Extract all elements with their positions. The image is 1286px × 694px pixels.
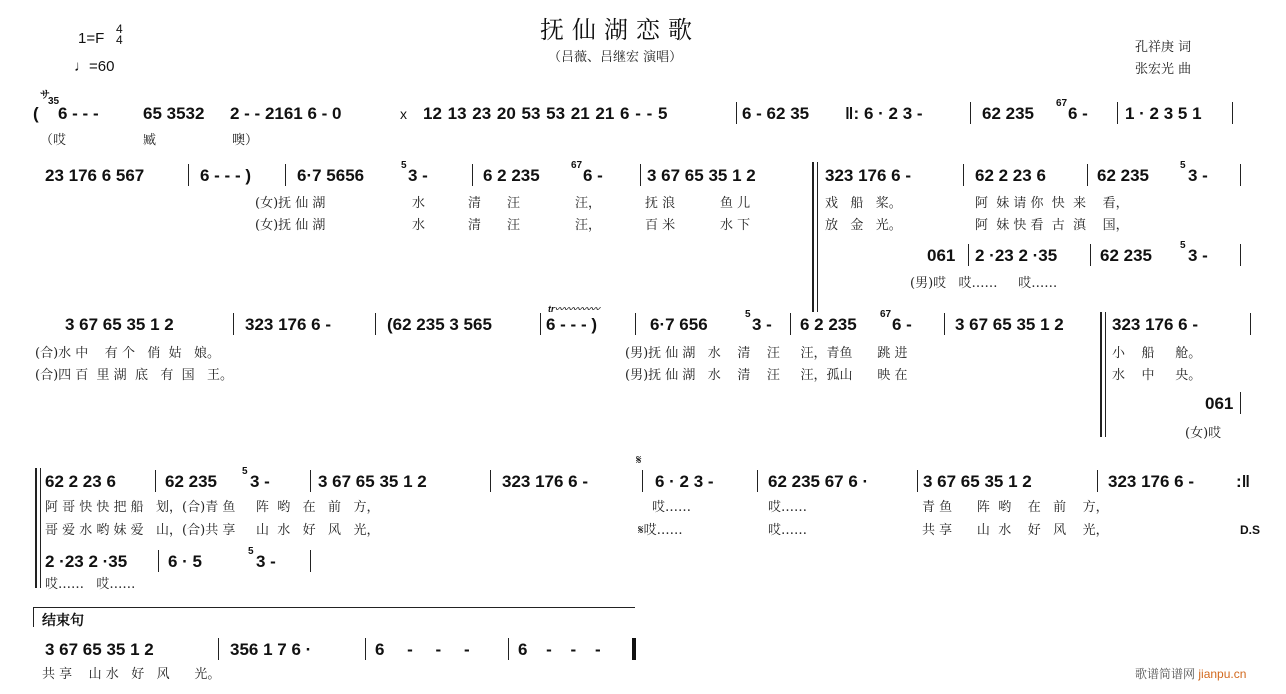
notes: 2 ·23 2 ·35: [45, 552, 128, 571]
lyric: (男)哎 哎…… 哎……: [910, 276, 1058, 291]
barline: [1240, 164, 1241, 186]
notes: 061: [927, 246, 956, 265]
barline: [790, 313, 791, 335]
notes: 6·7 5656: [297, 166, 365, 185]
notes: 323 176 6 -: [825, 166, 912, 185]
lyric: 噢）: [232, 133, 259, 148]
free-meter-mark: サ: [40, 90, 50, 101]
barline: [472, 164, 473, 186]
notes: 3 -: [256, 552, 276, 571]
barline: [310, 550, 311, 572]
grace-note: 5: [248, 546, 254, 557]
quarter-note-icon: ♩: [74, 58, 89, 75]
lyric: 汪: [507, 218, 521, 233]
notes: 6 -: [892, 315, 912, 334]
notes: 6 - 62 35: [742, 104, 810, 123]
notes: 3 67 65 35 1 2: [318, 472, 427, 491]
notes: 12 13 23 20 53 53 21 21 6 - - 5: [423, 104, 668, 123]
grace-note: 5: [401, 160, 407, 171]
repeat-start: ‖:: [845, 104, 860, 123]
barline: [233, 313, 234, 335]
lyricist: 孔祥庚 词: [1135, 40, 1192, 55]
notes: 3 67 65 35 1 2: [65, 315, 174, 334]
notes: 62 235 67 6 ·: [768, 472, 869, 491]
trill-mark: [548, 302, 600, 315]
segno-icon: 𝄋: [636, 452, 642, 467]
notes: (62 235 3 565: [387, 315, 492, 334]
dal-segno-mark: D.S: [1240, 523, 1261, 537]
lyric: (女)抚 仙 湖: [255, 196, 326, 211]
barline: [158, 550, 159, 572]
lyric: 水: [412, 196, 426, 211]
barline: [285, 164, 286, 186]
lyric: 共 享 山 水 好 风 光。: [42, 667, 221, 682]
lyric: 哥 爱 水 哟 妹 爱 山，(合)共 享 山 水 好 风 光，: [45, 523, 380, 538]
barline: [736, 102, 737, 124]
notes: 3 -: [1188, 166, 1208, 185]
bracket: [812, 162, 818, 312]
notes: 323 176 6 -: [245, 315, 332, 334]
notes: 6·7 656: [650, 315, 708, 334]
lyric: (女)抚 仙 湖: [255, 218, 326, 233]
watermark: [1135, 665, 1246, 682]
grace-note: 67: [880, 309, 892, 320]
barline: [1250, 313, 1251, 335]
notes: 356 1 7 6 ·: [230, 640, 312, 659]
barline: [1117, 102, 1118, 124]
grace-note: 35: [48, 96, 60, 107]
lyric: (男)抚 仙 湖 水 清 汪 汪，青鱼 跳 进: [625, 346, 908, 361]
notes: 323 176 6 -: [502, 472, 589, 491]
key-signature: 1=F: [78, 30, 105, 47]
notes: 23 176 6 567: [45, 166, 145, 185]
watermark-en: jianpu.cn: [1198, 667, 1247, 681]
lyric: 小 船 舱。: [1112, 346, 1202, 361]
lyric: （哎: [40, 133, 67, 148]
notes: 6 -: [583, 166, 603, 185]
grace-note: 5: [242, 466, 248, 477]
notes: 3 -: [1188, 246, 1208, 265]
time-num: 4: [116, 22, 123, 36]
barline: [1087, 164, 1088, 186]
ending-bracket: [33, 607, 34, 627]
lyric: 放 金 光。: [825, 218, 902, 233]
lyric: 阿 妹 请 你 快 来 看，: [975, 196, 1129, 211]
tempo-value: =60: [89, 58, 115, 75]
bracket: [35, 468, 41, 588]
notes: 061: [1205, 394, 1234, 413]
lyric: 阿 妹 快 看 古 滇 国，: [975, 218, 1129, 233]
barline: [640, 164, 641, 186]
lyric: 阿 哥 快 快 把 船 划，(合)青 鱼 阵 哟 在 前 方，: [45, 500, 380, 515]
lyric: (男)抚 仙 湖 水 清 汪 汪，孤山 映 在: [625, 368, 908, 383]
barline: [1232, 102, 1233, 124]
lyric: 汪，: [575, 196, 602, 211]
barline: [944, 313, 945, 335]
lyric: 青 鱼 阵 哟 在 前 方，: [922, 500, 1109, 515]
notes: (: [33, 104, 39, 123]
notes: 62 235: [1097, 166, 1149, 185]
lyric: 百 米: [645, 218, 676, 233]
lyric: (合)水 中 有 个 俏 姑 娘。: [35, 346, 220, 361]
lyric: 戏 船 桨。: [825, 196, 902, 211]
song-title: 抚仙湖恋歌: [540, 16, 700, 44]
notes: 6 2 235: [483, 166, 540, 185]
notes: 6 · 2 3 -: [655, 472, 714, 491]
notes: 3 -: [408, 166, 428, 185]
lyric: 水: [412, 218, 426, 233]
lyric: 哎…… 哎……: [45, 577, 136, 592]
barline: [963, 164, 964, 186]
composer: 张宏光 曲: [1135, 62, 1192, 77]
grace-note: 67: [1056, 98, 1068, 109]
notes: x: [400, 106, 407, 122]
lyric: 鱼 儿: [720, 196, 751, 211]
barline: [917, 470, 918, 492]
barline: [310, 470, 311, 492]
tempo: [74, 58, 114, 75]
notes: 2 ·23 2 ·35: [975, 246, 1058, 265]
barline: [1090, 244, 1091, 266]
barline: [490, 470, 491, 492]
notes: 3 -: [250, 472, 270, 491]
lyric: (女)哎: [1185, 426, 1222, 441]
lyric: 臧: [143, 133, 157, 148]
barline: [635, 313, 636, 335]
barline: [642, 470, 643, 492]
notes: 6 - - -: [518, 640, 601, 659]
notes: 62 2 23 6: [975, 166, 1046, 185]
barline: [757, 470, 758, 492]
notes: 62 235: [165, 472, 217, 491]
ending-label: 结束句: [42, 612, 84, 628]
lyric: 抚 浪: [645, 196, 676, 211]
barline: [508, 638, 509, 660]
notes: 62 235: [982, 104, 1034, 123]
barline: [218, 638, 219, 660]
barline: [540, 313, 541, 335]
barline: [968, 244, 969, 266]
lyric: 哎……: [652, 500, 692, 515]
lyric: 哎……: [768, 500, 808, 515]
notes: 1 · 2 3 5 1: [1125, 104, 1202, 123]
lyric: 清: [468, 196, 482, 211]
trill-wave-icon: 〰〰〰〰〰: [554, 304, 600, 314]
notes: 3 67 65 35 1 2: [647, 166, 756, 185]
barline: [1240, 392, 1241, 414]
notes: 3 67 65 35 1 2: [45, 640, 154, 659]
lyric: 汪，: [575, 218, 602, 233]
barline: [1097, 470, 1098, 492]
notes: 62 235: [1100, 246, 1152, 265]
grace-note: 5: [745, 309, 751, 320]
grace-note: 67: [571, 160, 583, 171]
lyric: 水 下: [720, 218, 751, 233]
notes: 6 2 235: [800, 315, 857, 334]
performers: （吕薇、吕继宏 演唱）: [548, 50, 683, 65]
grace-note: 5: [1180, 240, 1186, 251]
notes: 6 -: [1068, 104, 1088, 123]
barline: [375, 313, 376, 335]
notes: 2 - - 2161 6 - 0: [230, 104, 342, 123]
lyric: 𝄋哎……: [638, 523, 683, 538]
barline: [155, 470, 156, 492]
notes: 62 2 23 6: [45, 472, 116, 491]
lyric: 水 中 央。: [1112, 368, 1202, 383]
notes: 65 3532: [143, 104, 205, 123]
notes: 6 - - -: [58, 104, 99, 123]
lyric: (合)四 百 里 湖 底 有 国 王。: [35, 368, 233, 383]
notes: 3 67 65 35 1 2: [955, 315, 1064, 334]
lyric: 清: [468, 218, 482, 233]
notes: 6 - - - ): [200, 166, 251, 185]
notes: 323 176 6 -: [1108, 472, 1195, 491]
grace-note: 5: [1180, 160, 1186, 171]
final-barline: [632, 638, 636, 660]
notes: 3 67 65 35 1 2: [923, 472, 1032, 491]
repeat-end: :‖: [1236, 472, 1251, 491]
watermark-cn: 歌谱简谱网: [1135, 667, 1196, 681]
trill-label: tr: [548, 304, 555, 314]
barline: [1240, 244, 1241, 266]
lyric: 哎……: [768, 523, 808, 538]
bracket: [1100, 312, 1106, 437]
time-den: 4: [116, 33, 123, 47]
notes: 6 · 2 3 -: [864, 104, 923, 123]
barline: [188, 164, 189, 186]
notes: 3 -: [752, 315, 772, 334]
time-signature: [116, 24, 123, 46]
ending-line: [33, 607, 635, 608]
notes: 6 · 5: [168, 552, 203, 571]
lyric: 汪: [507, 196, 521, 211]
notes: 6 - - -: [375, 640, 470, 659]
barline: [365, 638, 366, 660]
lyric: 共 享 山 水 好 风 光，: [922, 523, 1109, 538]
notes: 323 176 6 -: [1112, 315, 1199, 334]
barline: [970, 102, 971, 124]
notes: 6 - - - ): [546, 315, 597, 334]
